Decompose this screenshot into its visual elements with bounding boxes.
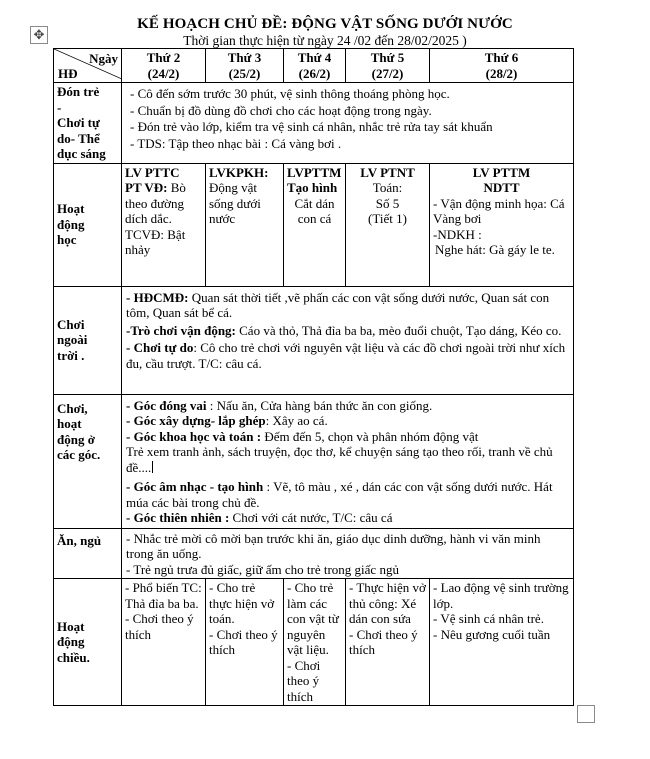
row-don-tre	[54, 83, 574, 164]
don-tre-content	[122, 83, 574, 164]
content-line: - Đón trẻ vào lớp, kiểm tra vệ sinh cá nhân, nhắc trẻ rửa tay sát khuẩn	[130, 119, 493, 134]
day-date: (24/2)	[147, 65, 180, 81]
label-line: các góc.	[57, 447, 101, 462]
activity-line: - Cho trẻ thực hiện vở toán.	[209, 580, 275, 626]
an-ngu-content	[122, 528, 574, 579]
subject-line: Nghe hát: Gà gáy le te.	[435, 242, 555, 257]
activity-line: - Chơi theo ý thích	[349, 626, 418, 657]
text-cursor	[152, 461, 153, 473]
day-name: Thứ 3	[227, 50, 262, 65]
page-subtitle: Thời gian thực hiện từ ngày 24 /02 đến 28/02/2025 )	[183, 33, 467, 48]
label-line: Chơi tự	[57, 115, 100, 130]
corner-cell	[54, 49, 122, 83]
corner-name: - Góc xây dựng- lắp ghép	[126, 413, 266, 428]
content-line: - Trẻ ngủ trưa đủ giấc, giữ ấm cho trẻ trong giấc ngủ	[126, 561, 399, 577]
label-line: động ở	[57, 431, 95, 447]
day-header-tue	[206, 49, 284, 83]
subject-sub: PT VĐ:	[125, 180, 168, 195]
label-line: Đón trẻ	[57, 84, 100, 99]
corner-name: - Góc khoa học và toán :	[126, 428, 262, 444]
label-line: động	[57, 634, 85, 650]
subject-head-2: Tạo hình	[287, 180, 338, 195]
corner-name: - Góc đóng vai	[126, 397, 207, 413]
row-label-choi-goc	[54, 394, 122, 528]
chieu-fri	[430, 579, 574, 706]
day-date: (27/2)	[371, 65, 404, 81]
label-line: Hoạt	[57, 618, 85, 634]
activity-line: - Vệ sinh cá nhân trẻ.	[433, 611, 544, 626]
label-line: -	[57, 99, 62, 115]
label-line: động	[57, 216, 85, 232]
activity-line: - Chơi theo ý thích	[125, 611, 194, 642]
day-date: (26/2)	[298, 65, 331, 81]
activity-line: - Cho trẻ làm các con vật từ nguyên vật liệu.	[287, 580, 339, 657]
activity-line: - Chơi theo ý thích	[209, 626, 278, 657]
day-header-thu	[346, 49, 430, 83]
content-line: - Nhắc trẻ mời cô mời bạn trước khi ăn, giáo dục dinh dưỡng, hành vi văn minh trong ăn uống.	[126, 530, 541, 561]
label-line: Hoạt	[57, 201, 85, 217]
corner-bottom-label: HĐ	[58, 65, 78, 81]
row-label-don-tre	[54, 83, 122, 164]
subject-text: Bò theo đường dích dắc.	[125, 180, 186, 226]
subject-head: LV PTTM	[472, 164, 531, 180]
move-arrows-icon: ✥	[33, 27, 45, 43]
page-title: KẾ HOẠCH CHỦ ĐỀ: ĐỘNG VẬT SỐNG DƯỚI NƯỚC	[137, 16, 513, 32]
subject-text-2: (Tiết 1)	[368, 211, 407, 226]
subject-head: LV PTNT	[360, 164, 415, 180]
row-hoat-dong-chieu	[54, 579, 574, 706]
day-header-fri	[430, 49, 574, 83]
subject-head-2: Toán:	[372, 180, 403, 195]
label-line: Chơi	[57, 316, 85, 332]
row-label-hoat-dong-chieu	[54, 579, 122, 706]
label-line: trời .	[57, 347, 85, 363]
row-label-an-ngu: Ăn, ngủ	[54, 528, 122, 579]
row-label-hoat-dong-hoc	[54, 163, 122, 286]
day-name: Thứ 2	[146, 50, 181, 65]
corner-text: Trẻ xem tranh ảnh, sách truyện, đọc thơ, kể chuyện sáng tạo theo rối, tranh về chủ đề....	[126, 444, 553, 475]
content-line: - TDS: Tập theo nhạc bài : Cá vàng bơi .	[130, 135, 342, 151]
day-name: Thứ 6	[484, 50, 519, 65]
corner-text: : Xây ao cá.	[265, 413, 328, 428]
content-line: - Chuẩn bị đồ dùng đồ chơi cho các hoạt động trong ngày.	[130, 102, 432, 118]
plan-table	[53, 48, 574, 706]
ctd-label: - Chơi tự do	[126, 340, 194, 355]
label-line: ngoài	[57, 332, 88, 348]
choi-ngoai-troi-content	[122, 286, 574, 394]
corner-text: : Nấu ăn, Cửa hàng bán thức ăn con giống.	[206, 397, 433, 413]
label-line: chiều.	[57, 649, 90, 665]
activity-line: - Chơi theo ý thích	[287, 657, 321, 704]
subject-head: LV PTTC	[125, 164, 180, 180]
label-line: dục sáng	[57, 146, 106, 161]
corner-name: - Góc thiên nhiên :	[126, 510, 230, 525]
subject-head: LVPTTM	[287, 164, 342, 180]
ctd-text: : Cô cho trẻ chơi với nguyên vật liệu và các đồ chơi ngoài trời như xích đu, cầu trượt. T/C: câu cá.	[126, 340, 566, 371]
subject-text: Động vật sống dưới nước	[209, 180, 261, 226]
chieu-thu	[346, 579, 430, 706]
subject-head-2: NDTT	[483, 180, 520, 195]
activity-line: - Thực hiện vở thủ công: Xé dán con sứa	[349, 580, 426, 626]
subject-extra: TCVĐ: Bật nhảy	[125, 226, 186, 257]
chieu-mon	[122, 579, 206, 706]
chieu-wed	[284, 579, 346, 706]
row-label-choi-ngoai-troi	[54, 286, 122, 394]
hoc-fri	[430, 163, 574, 286]
label-line: học	[57, 232, 77, 248]
hoc-wed	[284, 163, 346, 286]
resize-square-icon[interactable]	[577, 705, 595, 723]
activity-line: - Nêu gương cuối tuần	[433, 626, 551, 642]
row-hoat-dong-hoc	[54, 163, 574, 286]
corner-text: Đếm đến 5, chọn và phân nhóm động vật	[261, 428, 479, 444]
chieu-tue	[206, 579, 284, 706]
day-date: (25/2)	[228, 65, 261, 81]
activity-line: - Lao động vệ sinh trường lớp.	[433, 580, 569, 611]
day-name: Thứ 4	[297, 50, 332, 65]
day-name: Thứ 5	[370, 50, 405, 65]
day-date: (28/2)	[485, 65, 518, 81]
row-choi-goc	[54, 394, 574, 528]
activity-line: - Phổ biến TC: Thả đỉa ba ba.	[125, 580, 202, 611]
subject-head: LVKPKH:	[209, 164, 269, 180]
subject-text: Số 5	[375, 195, 400, 211]
subject-line: - Vận động minh họa: Cá Vàng bơi	[433, 195, 565, 226]
tcvd-label: -Trò chơi vận động:	[126, 322, 236, 338]
hdcmd-text: Quan sát thời tiết ,vẽ phấn các con vật sống dưới nước, Quan sát con tôm, Quan sát bể cá.	[126, 289, 550, 320]
row-an-ngu	[54, 528, 574, 579]
corner-text: : Vẽ, tô màu , xé , dán các con vật sống dưới nước. Hát múa các bài trong chủ đề.	[126, 479, 553, 510]
corner-text: Chơi với cát nước, T/C: câu cá	[229, 510, 393, 525]
day-header-mon	[122, 49, 206, 83]
hoc-mon	[122, 163, 206, 286]
corner-top-label: Ngày	[89, 51, 118, 66]
hoc-thu	[346, 163, 430, 286]
label-line: Chơi,	[57, 400, 88, 416]
content-line: - Cô đến sớm trước 30 phút, vệ sinh thông thoáng phòng học.	[130, 86, 450, 101]
subject-line: -NDKH :	[433, 226, 482, 242]
header-row	[54, 49, 574, 83]
tcvd-text: Cáo và thỏ, Thả đỉa ba ba, mèo đuổi chuột, Tạo dáng, Kéo co.	[235, 322, 562, 338]
choi-goc-content	[122, 394, 574, 528]
day-header-wed	[284, 49, 346, 83]
label-line: hoạt	[57, 416, 82, 431]
row-choi-ngoai-troi	[54, 286, 574, 394]
corner-name: - Góc âm nhạc - tạo hình	[126, 479, 264, 494]
hdcmd-label: - HĐCMĐ:	[126, 289, 189, 305]
label-line: do- Thể	[57, 130, 100, 146]
subject-text: Cắt dán con cá	[294, 195, 335, 226]
hoc-tue	[206, 163, 284, 286]
